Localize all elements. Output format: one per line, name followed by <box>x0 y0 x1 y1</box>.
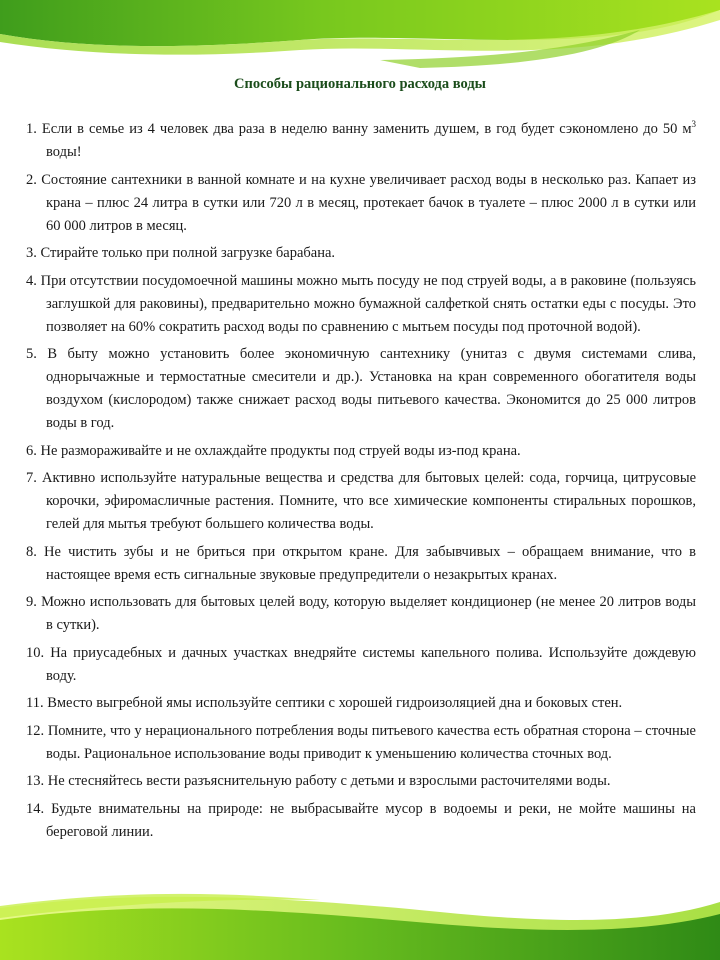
bottom-green-wave-decoration <box>0 868 720 960</box>
superscript: 3 <box>691 119 696 130</box>
list-item <box>24 118 696 164</box>
list-item-text: 1. Если в семье из 4 человек два раза в неделю ванну заменить душем, в год будет сэкономлено до 50 м <box>26 121 692 138</box>
list-item-text-tail: воды! <box>46 144 82 161</box>
list-item: 2. Состояние сантехники в ванной комнате и на кухне увеличивает расход воды в несколько раз. Капает из крана – плюс 24 литра в сутки или 720 л в месяц, протекает бачок в туалете – плюс 2000 л в сутки или 60 000 литров в месяц. <box>26 171 696 234</box>
list-item: 13. Не стесняйтесь вести разъяснительную работу с детьми и взрослыми расточителями воды. <box>26 773 611 790</box>
list-item: 5. В быту можно установить более экономичную сантехнику (унитаз с двумя системами слива, однорычажные и термостатные смесители и др.). Установка на кран современного обогатителя воды воздухом (кислородом) также снижает расход воды питьевого качества. Экономится до 25 000 литров воды в год. <box>26 346 696 432</box>
list-item: 7. Активно используйте натуральные вещества и средства для бытовых целей: сода, горчица, цитрусовые корочки, эфиромасличные растения. Помните, что все химические компоненты стиральных порошков, гелей для мытья требуют большего количества воды. <box>26 470 696 533</box>
tips-list <box>24 118 696 844</box>
list-item: 14. Будьте внимательны на природе: не выбрасывайте мусор в водоемы и реки, не мойте машины на береговой линии. <box>26 800 696 840</box>
document-body <box>24 74 696 848</box>
list-item: 6. Не размораживайте и не охлаждайте продукты под струей воды из-под крана. <box>26 442 521 459</box>
top-green-wave-decoration <box>0 0 720 80</box>
list-item: 8. Не чистить зубы и не бриться при открытом кране. Для забывчивых – обращаем внимание, что в настоящее время есть сигнальные звуковые предупредители о незакрытых кранах. <box>26 543 696 583</box>
list-item: 10. На приусадебных и дачных участках внедряйте системы капельного полива. Используйте дождевую воду. <box>26 644 696 684</box>
list-item: 9. Можно использовать для бытовых целей воду, которую выделяет кондиционер (не менее 20 литров воды в сутки). <box>26 594 696 634</box>
list-item: 11. Вместо выгребной ямы используйте септики с хорошей гидроизоляцией дна и боковых стен. <box>26 695 623 712</box>
list-item: 12. Помните, что у нерационального потребления воды питьевого качества есть обратная сторона – сточные воды. Рациональное использование воды приводит к уменьшению количества сточных вод. <box>26 722 696 762</box>
page-title: Способы рационального расхода воды <box>234 76 486 92</box>
list-item: 3. Стирайте только при полной загрузке барабана. <box>26 245 336 262</box>
list-item: 4. При отсутствии посудомоечной машины можно мыть посуду не под струей воды, а в раковине (пользуясь заглушкой для раковины), предварительно можно бумажной салфеткой снять остатки еды с посуды. Это позволяет на 60% сократить расход воды по сравнению с мытьем посуды под проточной водой). <box>26 272 696 335</box>
